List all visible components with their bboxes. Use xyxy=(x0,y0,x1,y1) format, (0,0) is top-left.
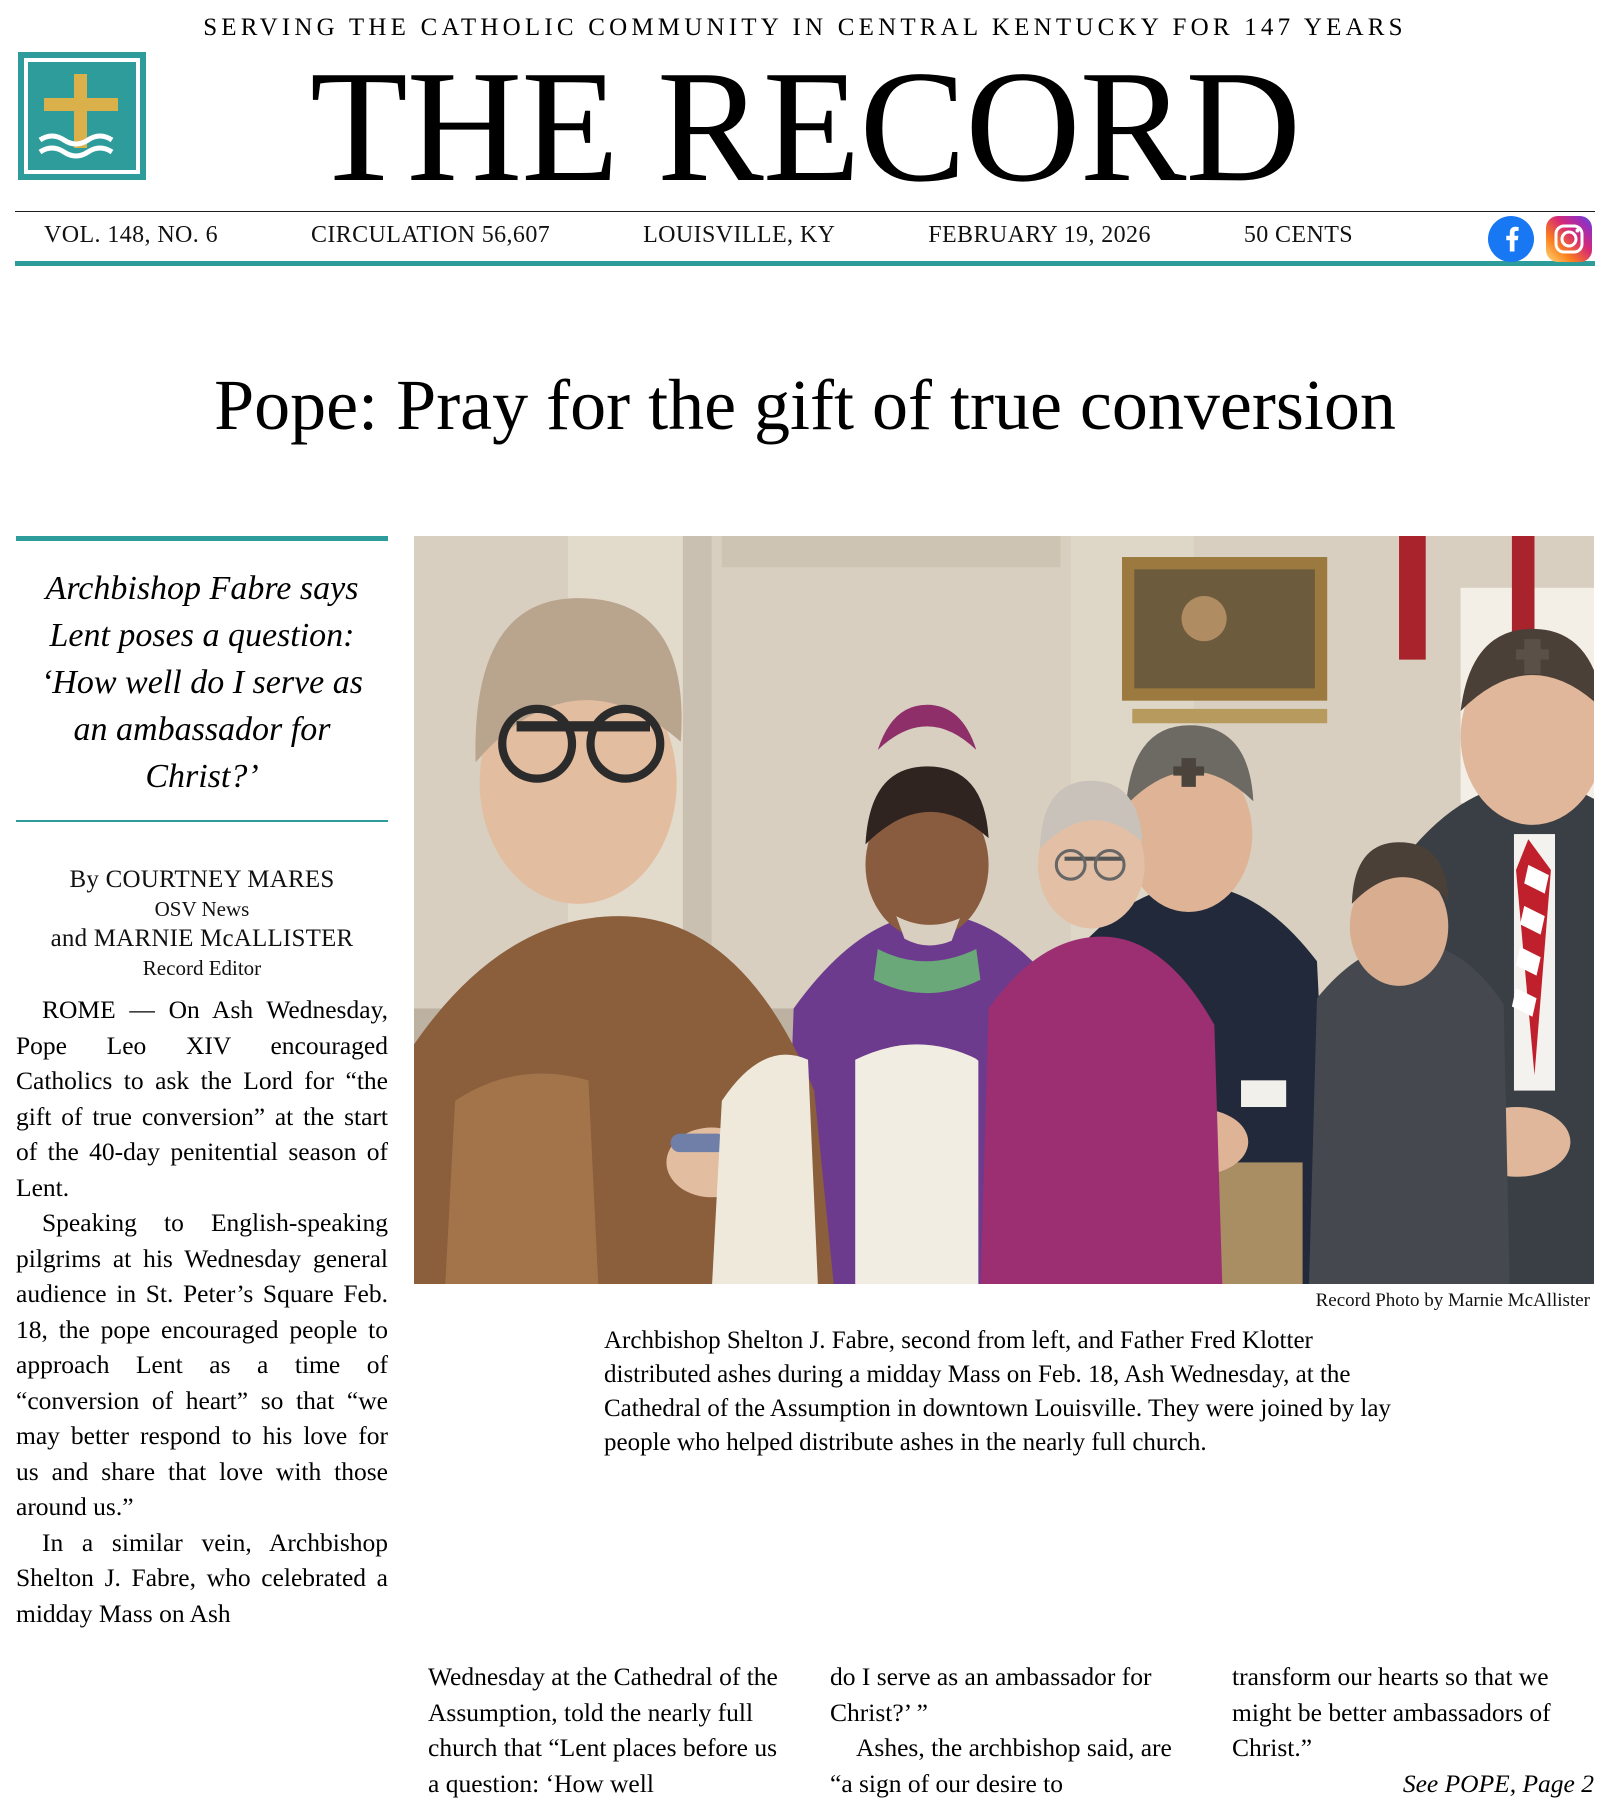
publication-date: FEBRUARY 19, 2026 xyxy=(928,222,1151,248)
story-column-3 xyxy=(830,1659,1192,1801)
lead-photo-wrap xyxy=(414,536,1594,1460)
city: LOUISVILLE, KY xyxy=(643,222,836,248)
photo-caption: Archbishop Shelton J. Fabre, second from left, and Father Fred Klotter distributed ashes during a midday Mass on Feb. 18, Ash Wednesday, at the Cathedral of the Assumption in downtown Louisville. They were joined by lay people who helped distribute ashes in the nearly full church. xyxy=(604,1327,1391,1457)
deck-subhead: Archbishop Fabre says Lent poses a question: ‘How well do I serve as an ambassador for Christ?’ xyxy=(40,570,363,796)
story-column-2 xyxy=(428,1659,790,1801)
price: 50 CENTS xyxy=(1243,222,1354,248)
byline-author-2: and MARNIE McALLISTER xyxy=(50,925,354,953)
left-column xyxy=(16,536,388,1631)
story-column-4 xyxy=(1232,1659,1594,1801)
masthead-infobar xyxy=(10,212,1600,259)
instagram-icon[interactable] xyxy=(1546,216,1592,262)
story-paragraph: transform our hearts so that we might be better ambassadors of Christ.” xyxy=(1232,1662,1551,1763)
byline-org-2: Record Editor xyxy=(142,956,262,981)
deck-rule-bottom xyxy=(16,820,388,822)
story-paragraph: In a similar vein, Archbishop Shelton J. Fabre, who celebrated a midday Mass on Ash xyxy=(16,1527,388,1628)
story-column-1 xyxy=(16,992,388,1631)
story-paragraph: Speaking to English-speaking pilgrims at his Wednesday general audience in St. Peter’s Square Feb. 18, the pope encouraged people to approach Lent as a time of “conversion of heart” so that “we may better respond to his love for us and share that love with those around us.” xyxy=(16,1208,388,1522)
facebook-icon[interactable] xyxy=(1488,216,1534,262)
lead-photo xyxy=(414,536,1594,1284)
teal-divider xyxy=(15,261,1595,266)
right-column xyxy=(414,536,1594,1631)
byline-author-1: By COURTNEY MARES xyxy=(69,866,335,894)
nameplate-title: THE RECORD xyxy=(310,37,1300,215)
story-paragraph: ROME — On Ash Wednesday, Pope Leo XIV encouraged Catholics to ask the Lord for “the gift of true conversion” at the start of the 40-day penitential season of Lent. xyxy=(16,995,388,1202)
circulation: CIRCULATION 56,607 xyxy=(310,222,551,248)
story-paragraph: do I serve as an ambassador for Christ?’ ” xyxy=(830,1662,1152,1727)
main-content xyxy=(10,536,1600,1631)
serving-tagline: SERVING THE CATHOLIC COMMUNITY IN CENTRAL KENTUCKY FOR 147 YEARS xyxy=(203,14,1407,41)
masthead xyxy=(10,37,1600,215)
deck-rule-top xyxy=(16,536,388,541)
photo-credit: Record Photo by Marnie McAllister xyxy=(1315,1290,1590,1312)
byline-block xyxy=(16,864,388,982)
jump-line: See POPE, Page 2 xyxy=(1402,1768,1594,1798)
story-continuation-columns xyxy=(10,1631,1600,1801)
cross-and-water-flag-logo-icon xyxy=(18,52,146,180)
volume-number: VOL. 148, NO. 6 xyxy=(44,222,218,248)
story-paragraph: Wednesday at the Cathedral of the Assumption, told the nearly full church that “Lent places before us a question: ‘How well xyxy=(428,1662,778,1798)
story-paragraph: Ashes, the archbishop said, are “a sign of our desire to xyxy=(830,1733,1172,1798)
page-headline: Pope: Pray for the gift of true conversion xyxy=(214,365,1396,446)
byline-org-1: OSV News xyxy=(154,897,250,922)
social-links[interactable] xyxy=(1488,216,1592,262)
